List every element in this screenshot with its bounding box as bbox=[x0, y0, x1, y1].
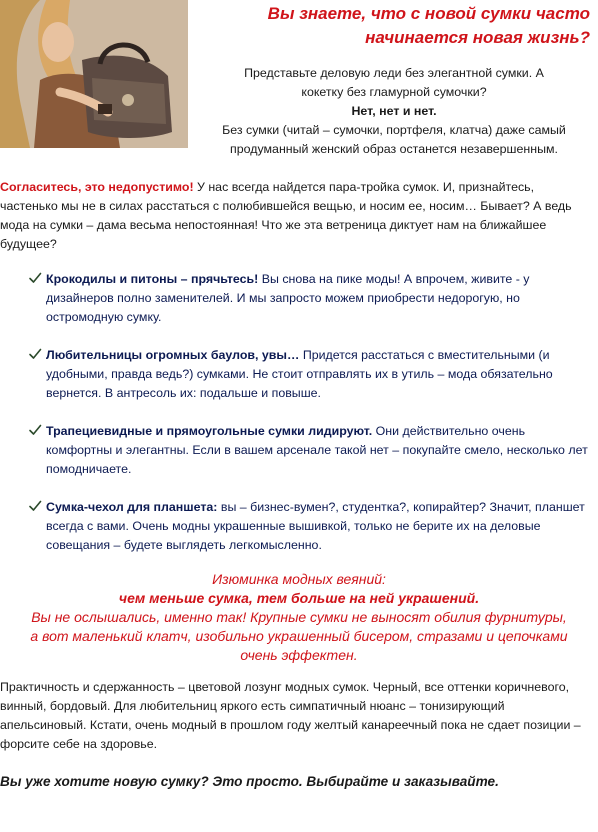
check-icon bbox=[28, 499, 42, 513]
intro-bold-line: Нет, нет и нет. bbox=[351, 104, 437, 118]
list-item-heading: Сумка-чехол для планшета: bbox=[46, 500, 218, 514]
check-icon bbox=[28, 423, 42, 437]
list-item-text: Придется расстаться с вместительными (и удобными, правда ведь?) сумками. Не стоит отправлять их в утиль – мода обязательно вернется. В антресоль их: подальше и повыше. bbox=[46, 348, 553, 400]
quote-line: Вы не ослышались, именно так! Крупные сумки не выносят обилия фурнитуры, bbox=[31, 609, 567, 625]
list-item bbox=[28, 346, 594, 403]
quote-line: очень эффектен. bbox=[240, 647, 358, 663]
lead-highlight: Согласитесь, это недопустимо! bbox=[0, 180, 194, 194]
highlight-quote bbox=[0, 570, 598, 665]
title-line: начинается новая жизнь? bbox=[365, 28, 590, 47]
outro-paragraph: Практичность и сдержанность – цветовой лозунг модных сумок. Черный, все оттенки коричневого, винный, бордовый. Для любительниц яркого есть симпатичный нюанс – тонизирующий апельсиновый. Кстати, очень модный в прошлом году желтый канареечный пока не сдает позиции – форсите себе на здоровье. bbox=[0, 680, 581, 751]
intro-line: кокетку без гламурной сумочки? bbox=[301, 85, 487, 99]
quote-bold-line: чем меньше сумка, тем больше на ней украшений. bbox=[118, 590, 480, 606]
woman-with-handbag-illustration bbox=[0, 0, 188, 148]
list-item-text: вы – бизнес-вумен?, студентка?, копирайтер? Значит, планшет всегда с вами. Очень модны украшенные вышивкой, только не берите их на деловые совещания – будете выглядеть легкомысленно. bbox=[46, 500, 585, 552]
intro-line: Без сумки (читай – сумочки, портфеля, клатча) даже самый bbox=[222, 123, 566, 137]
list-item bbox=[28, 498, 594, 555]
list-item-text: Они действительно очень комфортны и элегантны. Если в вашем арсенале такой нет – покупайте смело, несколько лет помодничаете. bbox=[46, 424, 588, 476]
fashion-photo bbox=[0, 0, 188, 148]
page-title bbox=[210, 2, 590, 50]
list-item bbox=[28, 422, 594, 479]
title-line: Вы знаете, что с новой сумки часто bbox=[267, 4, 590, 23]
intro-line: Представьте деловую леди без элегантной сумки. А bbox=[244, 66, 544, 80]
list-item-text: Вы снова на пике моды! А впрочем, живите - у дизайнеров полно заменителей. И мы запросто можем приобрести недорогую, но остромодную сумку. bbox=[46, 272, 530, 324]
check-icon bbox=[28, 347, 42, 361]
check-icon bbox=[28, 271, 42, 285]
closing-line: Вы уже хотите новую сумку? Это просто. Выбирайте и заказывайте. bbox=[0, 774, 499, 789]
lead-text: У нас всегда найдется пара-тройка сумок. И, признайтесь, частенько мы не в силах расстаться с полюбившейся вещью, и носим ее, носим… Бывает? А ведь мода на сумки – дама весьма непостоянная! Что же эта ветреница диктует нам на ближайшее будущее? bbox=[0, 180, 572, 251]
lead-paragraph bbox=[0, 178, 590, 254]
header-section bbox=[0, 0, 598, 168]
quote-line: Изюминка модных веяний: bbox=[212, 571, 386, 587]
list-item-heading: Любительницы огромных баулов, увы… bbox=[46, 348, 300, 362]
list-item bbox=[28, 270, 594, 327]
list-item-heading: Крокодилы и питоны – прячьтесь! bbox=[46, 272, 259, 286]
intro-line: продуманный женский образ останется незавершенным. bbox=[230, 142, 558, 156]
list-item-heading: Трапециевидные и прямоугольные сумки лидируют. bbox=[46, 424, 373, 438]
intro-paragraph bbox=[196, 64, 592, 159]
quote-line: а вот маленький клатч, изобильно украшенный бисером, стразами и цепочками bbox=[30, 628, 568, 644]
